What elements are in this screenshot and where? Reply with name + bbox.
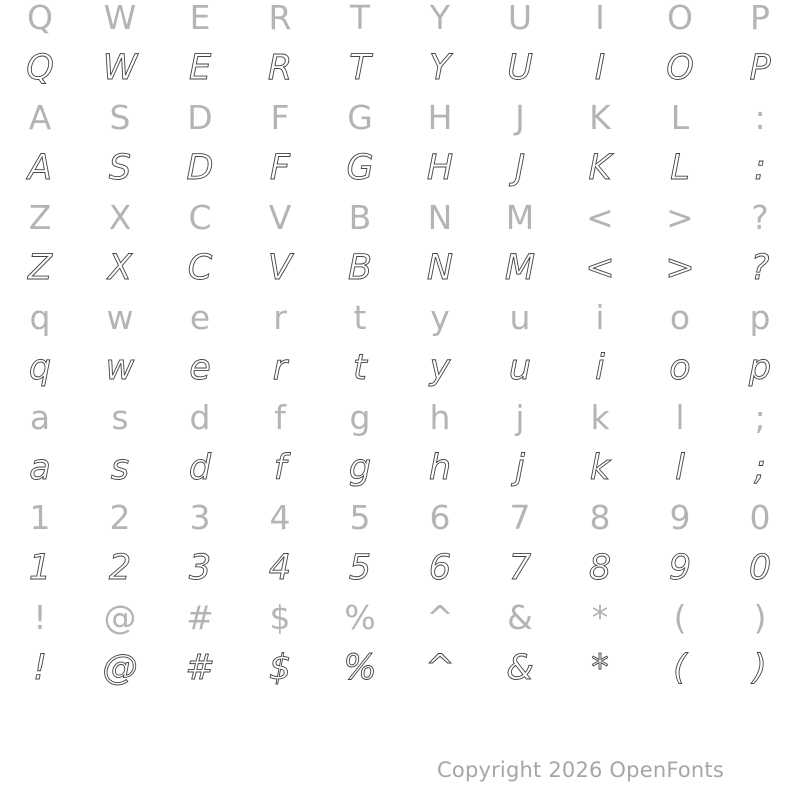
glyph-cell: y: [430, 298, 450, 337]
glyph-cell: ;: [754, 398, 766, 437]
glyph-cell: 1: [29, 498, 51, 537]
glyph-cell: G: [346, 148, 374, 188]
glyph-cell: k: [589, 448, 611, 488]
glyph-cell: d: [189, 398, 211, 437]
glyph-cell: q: [28, 348, 52, 388]
glyph-cell: H: [427, 98, 453, 137]
glyph-cell: r: [273, 298, 287, 337]
glyph-cell: f: [273, 448, 287, 488]
glyph-cell: :: [754, 98, 766, 137]
glyph-cell: 5: [349, 498, 371, 537]
glyph-cell: e: [189, 348, 211, 388]
glyph-cell: f: [274, 398, 286, 437]
glyph-cell: T: [349, 0, 371, 37]
glyph-cell: M: [505, 198, 535, 237]
glyph-cell: T: [349, 48, 371, 88]
glyph-cell: 7: [508, 548, 532, 588]
glyph-cell: Z: [28, 198, 52, 237]
glyph-cell: Z: [28, 248, 52, 288]
glyph-cell: a: [29, 398, 51, 437]
specimen-row-regular: [0, 593, 800, 643]
glyph-cell: F: [269, 148, 291, 188]
glyph-cell: *: [591, 648, 609, 688]
glyph-cell: 0: [749, 498, 771, 537]
specimen-row-thin-italic: [0, 43, 800, 93]
glyph-cell: N: [426, 248, 454, 288]
glyph-cell: D: [187, 98, 213, 137]
glyph-cell: 8: [589, 498, 611, 537]
glyph-cell: (: [673, 648, 687, 688]
glyph-cell: <: [585, 248, 615, 288]
specimen-row-regular: [0, 93, 800, 143]
glyph-cell: B: [347, 248, 372, 288]
glyph-cell: 4: [268, 548, 292, 588]
specimen-row-thin-italic: [0, 343, 800, 393]
glyph-cell: 9: [669, 498, 691, 537]
glyph-cell: w: [106, 298, 134, 337]
glyph-cell: 3: [189, 498, 211, 537]
glyph-cell: t: [353, 348, 367, 388]
glyph-cell: L: [670, 148, 690, 188]
specimen-row-thin-italic: [0, 643, 800, 693]
glyph-cell: 4: [269, 498, 291, 537]
glyph-cell: I: [595, 0, 605, 37]
glyph-cell: g: [349, 398, 371, 437]
glyph-cell: a: [29, 448, 51, 488]
glyph-cell: M: [504, 248, 536, 288]
glyph-cell: V: [268, 198, 292, 237]
glyph-cell: o: [669, 298, 691, 337]
specimen-row-thin-italic: [0, 143, 800, 193]
glyph-cell: %: [343, 648, 377, 688]
glyph-cell: i: [595, 298, 605, 337]
glyph-cell: >: [665, 248, 695, 288]
glyph-cell: r: [272, 348, 288, 388]
specimen-row-regular: [0, 0, 800, 43]
glyph-cell: 7: [509, 498, 531, 537]
glyph-cell: I: [594, 48, 606, 88]
glyph-cell: Y: [429, 0, 451, 37]
glyph-cell: &: [506, 648, 534, 688]
glyph-cell: H: [426, 148, 454, 188]
glyph-cell: A: [28, 148, 52, 188]
glyph-cell: @: [103, 598, 137, 637]
glyph-cell: S: [109, 98, 131, 137]
glyph-cell: O: [666, 48, 694, 88]
glyph-cell: 6: [428, 548, 452, 588]
specimen-row-regular: [0, 193, 800, 243]
glyph-cell: Q: [26, 48, 54, 88]
glyph-cell: @: [102, 648, 138, 688]
glyph-cell: C: [188, 198, 212, 237]
specimen-row-regular: [0, 393, 800, 443]
glyph-cell: K: [589, 98, 611, 137]
glyph-cell: U: [507, 0, 533, 37]
glyph-cell: h: [429, 398, 451, 437]
glyph-cell: 2: [109, 498, 131, 537]
glyph-cell: !: [33, 598, 47, 637]
glyph-cell: g: [348, 448, 372, 488]
glyph-cell: *: [591, 598, 609, 637]
glyph-cell: >: [666, 198, 694, 237]
glyph-cell: i: [595, 348, 605, 388]
glyph-cell: E: [188, 48, 212, 88]
glyph-cell: e: [189, 298, 211, 337]
glyph-cell: p: [749, 298, 771, 337]
glyph-cell: w: [105, 348, 135, 388]
copyright-text: Copyright 2026 OpenFonts: [437, 758, 724, 782]
glyph-cell: !: [32, 648, 48, 688]
glyph-cell: D: [186, 148, 214, 188]
glyph-cell: G: [347, 98, 373, 137]
glyph-cell: p: [748, 348, 772, 388]
specimen-row-thin-italic: [0, 443, 800, 493]
glyph-cell: J: [515, 98, 525, 137]
glyph-cell: A: [28, 98, 52, 137]
glyph-cell: R: [267, 48, 293, 88]
glyph-cell: U: [507, 48, 533, 88]
glyph-cell: <: [586, 198, 614, 237]
glyph-cell: Q: [27, 0, 53, 37]
glyph-cell: :: [754, 148, 766, 188]
glyph-cell: u: [509, 298, 531, 337]
glyph-cell: 9: [668, 548, 692, 588]
glyph-cell: 8: [588, 548, 612, 588]
glyph-cell: $: [269, 598, 291, 637]
glyph-cell: 1: [28, 548, 52, 588]
glyph-cell: d: [188, 448, 212, 488]
glyph-cell: q: [29, 298, 51, 337]
glyph-cell: s: [110, 448, 130, 488]
glyph-cell: R: [268, 0, 292, 37]
glyph-cell: K: [588, 148, 612, 188]
glyph-cell: k: [590, 398, 610, 437]
glyph-cell: ): [753, 648, 767, 688]
glyph-cell: s: [111, 398, 129, 437]
glyph-cell: j: [515, 398, 525, 437]
glyph-cell: ;: [754, 448, 766, 488]
glyph-cell: &: [507, 598, 533, 637]
glyph-cell: W: [102, 48, 138, 88]
glyph-cell: $: [268, 648, 292, 688]
glyph-cell: y: [429, 348, 451, 388]
glyph-cell: O: [667, 0, 693, 37]
glyph-cell: C: [187, 248, 213, 288]
glyph-cell: X: [108, 198, 132, 237]
glyph-cell: t: [353, 298, 367, 337]
glyph-cell: J: [514, 148, 526, 188]
glyph-cell: ^: [425, 648, 455, 688]
glyph-cell: ): [753, 598, 767, 637]
glyph-cell: 6: [429, 498, 451, 537]
glyph-cell: S: [108, 148, 132, 188]
glyph-cell: Y: [429, 48, 451, 88]
glyph-cell: j: [515, 448, 525, 488]
glyph-cell: E: [189, 0, 211, 37]
glyph-cell: P: [750, 0, 770, 37]
glyph-cell: P: [749, 48, 771, 88]
glyph-cell: #: [186, 598, 214, 637]
glyph-cell: l: [675, 448, 685, 488]
glyph-cell: (: [673, 598, 687, 637]
specimen-row-regular: [0, 493, 800, 543]
glyph-cell: 3: [188, 548, 212, 588]
glyph-cell: F: [270, 98, 290, 137]
glyph-cell: ?: [750, 248, 770, 288]
glyph-cell: %: [344, 598, 376, 637]
glyph-cell: ^: [426, 598, 454, 637]
glyph-cell: X: [108, 248, 132, 288]
specimen-row-thin-italic: [0, 543, 800, 593]
glyph-cell: W: [103, 0, 137, 37]
glyph-cell: L: [670, 98, 690, 137]
glyph-cell: o: [669, 348, 691, 388]
glyph-cell: V: [268, 248, 292, 288]
glyph-cell: 5: [348, 548, 372, 588]
glyph-cell: h: [428, 448, 452, 488]
specimen-row-thin-italic: [0, 243, 800, 293]
glyph-cell: ?: [751, 198, 769, 237]
glyph-cell: u: [508, 348, 532, 388]
glyph-cell: #: [185, 648, 215, 688]
glyph-cell: B: [348, 198, 372, 237]
glyph-cell: N: [427, 198, 453, 237]
specimen-row-regular: [0, 293, 800, 343]
glyph-cell: l: [675, 398, 685, 437]
glyph-cell: 0: [748, 548, 772, 588]
glyph-cell: 2: [108, 548, 132, 588]
